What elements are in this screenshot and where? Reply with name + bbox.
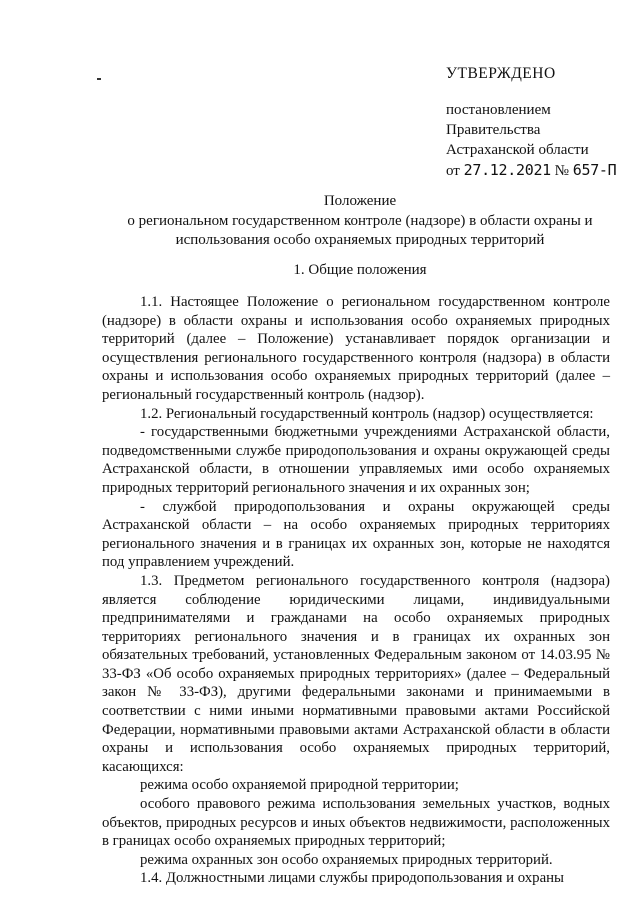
title-line: о региональном государственном контроле (надзоре) в области охраны и [127,212,593,229]
approval-number-sign: № [554,163,569,179]
scan-mark [97,78,101,80]
paragraph: режима охранных зон особо охраняемых природных территорий. [140,851,553,868]
approval-line: Правительства [446,122,541,138]
approval-date-prefix: от [446,163,460,179]
approval-date-line [446,160,616,181]
paragraph: 1.2. Региональный государственный контроль (надзор) осуществляется: [140,405,594,422]
title-line: использования особо охраняемых природных территорий [175,232,545,248]
approval-number: 657-П [572,161,617,179]
document-body [102,293,610,888]
title-line: Положение [323,193,397,209]
section-heading: 1. Общие положения [293,262,427,278]
paragraph: режима особо охраняемой природной территории; [140,777,459,794]
paragraph: 1.1. Настоящее Положение о региональном государственном контроле (надзоре) в области охраны и использования особо охраняемых природных территорий (далее – Положение) устанавливает порядок организации и осуществления регионального государственного контроля (надзора) в области охраны и использования особо охраняемых природных территорий (далее – региональный государственный контроль (надзор). [102,294,610,403]
approval-stamp [446,64,616,181]
approval-heading: УТВЕРЖДЕНО [446,65,556,82]
approval-line: постановлением [446,102,551,118]
paragraph: 1.4. Должностными лицами службы природопользования и охраны [140,870,565,887]
paragraph: особого правового режима использования земельных участков, водных объектов, природных ресурсов и иных объектов недвижимости, расположенных в границах особо охраняемых природных территорий; [102,796,610,850]
paragraph: 1.3. Предметом регионального государственного контроля (надзора) является соблюдение юридическими лицами, индивидуальными предпринимателями и гражданами на особо охраняемых природных территориях регионального значения и в границах их охранных зон обязательных требований, установленных Федеральным законом от 14.03.95 № 33-ФЗ «Об особо охраняемых природных территориях» (далее – Федеральный закон № 33-ФЗ), другими федеральными законами и принимаемыми в соответствии с ними иными нормативными правовыми актами Российской Федерации, нормативными правовыми актами Астраханской области в области охраны и использования особо охраняемых природных территорий, касающихся: [102,572,610,775]
document-title [100,192,620,251]
approval-line: Астраханской области [446,142,589,158]
paragraph: - службой природопользования и охраны окружающей среды Астраханской области – на особо охраняемых природных территориях регионального значения и в границах их охранных зон, которые не находятся под управлением учреждений. [102,498,610,571]
approval-date: 27.12.2021 [463,161,551,179]
paragraph: - государственными бюджетными учреждениями Астраханской области, подведомственными службе природопользования и охраны окружающей среды Астраханской области, в отношении управляемых ими особо охраняемых природных территорий регионального значения и их охранных зон; [102,424,610,496]
